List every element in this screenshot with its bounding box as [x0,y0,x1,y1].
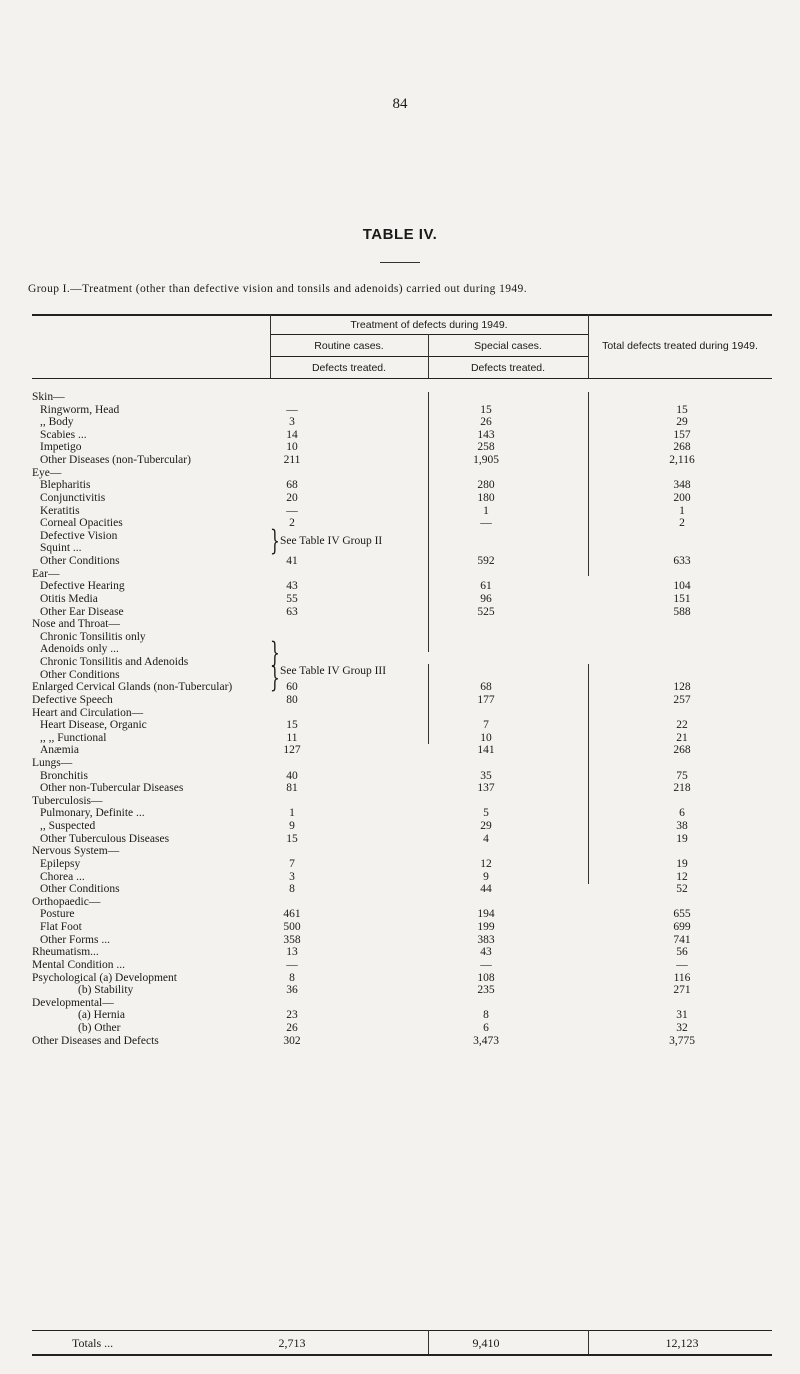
row-label: Eye— [32,466,62,479]
row-label: Psychological (a) Development [32,971,177,984]
row-label: Other Tuberculous Diseases [40,832,170,845]
table-row [32,707,772,720]
table-row [32,934,772,947]
total-value: 157 [673,428,691,441]
special-value: 15 [480,403,492,416]
table-row [32,404,772,417]
routine-value: 8 [289,971,295,984]
table-row [32,492,772,505]
total-value: 200 [673,491,691,504]
routine-value: 80 [286,693,298,706]
special-value: 525 [477,605,495,618]
row-label: Impetigo [40,441,82,454]
table-row [32,568,772,581]
special-value: 1,905 [473,454,499,467]
table-row [32,643,772,656]
total-value: 633 [673,555,691,568]
row-label: Other Conditions [40,668,120,681]
routine-value: — [286,504,298,517]
row-label: Scabies ... [40,428,87,441]
table-row [32,820,772,833]
row-label: Posture [40,908,75,921]
row-label: Chorea ... [40,870,85,883]
total-value: 268 [673,441,691,454]
routine-value: 1 [289,807,295,820]
total-value: 19 [676,857,688,870]
special-value: 280 [477,479,495,492]
row-label: (b) Stability [78,984,134,997]
row-label: Bronchitis [40,769,88,782]
row-label: Keratitis [40,504,80,517]
row-label: Flat Foot [40,921,82,934]
table-row [32,908,772,921]
row-label: Orthopaedic— [32,895,101,908]
row-label: (a) Hernia [78,1009,125,1022]
routine-value: 55 [286,592,298,605]
eye-group-note: See Table IV Group II [280,535,383,547]
table-row [32,479,772,492]
routine-value: 26 [286,1022,298,1034]
table-row [32,744,772,757]
table-row [32,845,772,858]
special-value: 12 [480,857,492,870]
total-value: 21 [676,731,688,744]
row-label: Corneal Opacities [40,517,123,530]
total-value: 31 [676,1009,688,1022]
special-value: 6 [483,1022,489,1034]
table-row [32,429,772,442]
totals-total: 12,123 [665,1336,699,1350]
table-row [32,656,772,669]
routine-value: 13 [286,946,298,959]
special-value: 61 [480,580,492,593]
table-row [32,972,772,985]
total-value: 6 [679,807,685,820]
table-row [32,542,772,555]
total-value: 699 [673,921,691,934]
table-row [32,871,772,884]
special-value: — [480,517,492,530]
special-value: 10 [480,731,492,744]
special-value: 235 [477,984,495,997]
page-number: 84 [392,96,408,112]
row-label: Heart and Circulation— [32,706,144,719]
routine-value: 63 [286,605,298,618]
total-value: 52 [676,883,688,896]
routine-value: 2 [289,517,295,530]
row-label: Heart Disease, Organic [40,719,147,732]
total-value: 19 [676,832,688,845]
special-value: 141 [477,744,495,757]
table-row [32,618,772,631]
table-row [32,883,772,896]
special-value: 108 [477,971,495,984]
row-label: Chronic Tonsilitis and Adenoids [40,656,189,669]
total-value: 271 [673,984,691,997]
routine-value: 43 [286,580,298,593]
routine-value: 20 [286,491,298,504]
nose-group-note: See Table IV Group III [280,665,387,677]
row-label: Pulmonary, Definite ... [40,807,145,820]
special-value: 143 [477,428,495,441]
special-value: 9 [483,870,489,883]
totals-routine: 2,713 [278,1336,306,1350]
total-value: 151 [673,592,691,605]
table-row [32,1035,772,1048]
routine-value: 3 [289,416,295,429]
total-value: 116 [673,971,691,984]
table-row [32,757,772,770]
routine-value: 60 [286,681,298,694]
row-label: Otitis Media [40,592,98,605]
row-label: Other non-Tubercular Diseases [40,782,184,795]
row-label: Other Diseases and Defects [32,1034,159,1047]
bottom-rule [32,1354,772,1356]
routine-value: 302 [283,1034,301,1047]
special-value: 35 [480,769,492,782]
row-label: Other Diseases (non-Tubercular) [40,454,191,467]
routine-value: 41 [286,555,298,568]
table-row [32,959,772,972]
row-label: Adenoids only ... [40,643,119,656]
row-label: Nose and Throat— [32,618,120,631]
row-label: Squint ... [40,542,82,555]
routine-value: 358 [283,933,301,946]
special-value: 592 [477,555,495,568]
header-bottom-rule [32,378,772,379]
total-value: 29 [676,416,688,429]
table-row [32,517,772,530]
routine-value: 36 [286,984,298,997]
total-value: 56 [676,946,688,959]
header-defects-treated-routine: Defects treated. [311,362,387,374]
header-total: Total defects treated during 1949. [602,340,758,352]
special-value: 383 [477,933,495,946]
table-row [32,833,772,846]
total-value: 128 [673,681,691,694]
table-row [32,719,772,732]
special-value: 180 [477,491,495,504]
routine-value: 10 [286,441,298,454]
header-routine: Routine cases. [314,340,384,352]
table-row [32,530,772,543]
total-value: 588 [673,605,691,618]
table-row [32,984,772,997]
special-value: 96 [480,592,492,605]
table-row [32,997,772,1010]
special-value: 68 [480,681,492,694]
row-label: Chronic Tonsilitis only [40,630,146,643]
row-label: Skin— [32,391,65,403]
row-label: ,, Body [40,416,74,429]
routine-value: 127 [283,744,301,757]
table-row [32,416,772,429]
special-value: 4 [483,832,489,845]
nose-bracket-bottom: } [270,661,280,694]
table-title: TABLE IV. [362,226,438,243]
special-value: 194 [477,908,495,921]
table-row [32,555,772,568]
row-label: Conjunctivitis [40,491,106,504]
row-label: Ringworm, Head [40,403,120,416]
routine-value: 500 [283,921,301,934]
routine-value: 3 [289,870,295,883]
totals-label: Totals ... [72,1336,114,1350]
table-row [32,606,772,619]
treatment-under-rule [270,334,588,335]
table-row [32,1009,772,1022]
routine-value: 8 [289,883,295,896]
routine-value: — [286,403,298,416]
table-row [32,782,772,795]
special-value: 26 [480,416,492,429]
routine-value: 23 [286,1009,298,1022]
routine-value: 81 [286,782,298,795]
total-value: 655 [673,908,691,921]
special-value: — [480,958,492,971]
table-row [32,441,772,454]
table-row [32,694,772,707]
table-row [32,770,772,783]
nose-bracket-top: } [270,636,280,669]
table-subtitle: Group I.—Treatment (other than defective vision and tonsils and adenoids) carried out during 1949. [28,283,527,295]
table-row [32,669,772,682]
total-value: — [676,958,688,971]
total-value: 1 [679,504,685,517]
total-value: 3,775 [669,1034,695,1047]
routine-value: 14 [286,428,298,441]
special-value: 137 [477,782,495,795]
routine-value: 461 [283,908,301,921]
row-label: Epilepsy [40,857,81,870]
row-label: Blepharitis [40,479,91,492]
table-row [32,1022,772,1035]
special-value: 3,473 [473,1034,499,1047]
row-label: (b) Other [78,1022,121,1034]
routine-value: — [286,958,298,971]
subheader-under-rule [270,356,588,357]
row-label: Nervous System— [32,845,120,858]
row-label: ,, Suspected [40,820,96,833]
special-value: 258 [477,441,495,454]
totals-special: 9,410 [472,1336,500,1350]
totals-row [32,1336,772,1350]
row-label: Other Conditions [40,555,120,568]
total-value: 32 [676,1022,688,1034]
row-label: Rheumatism... [32,946,99,959]
special-value: 29 [480,820,492,833]
table-row [32,795,772,808]
row-label: Enlarged Cervical Glands (non-Tubercular) [32,681,233,694]
total-value: 2 [679,517,685,530]
header-defects-treated-special: Defects treated. [470,362,546,374]
row-label: Developmental— [32,996,114,1009]
routine-value: 15 [286,719,298,732]
special-value: 1 [483,504,489,517]
special-value: 43 [480,946,492,959]
total-value: 15 [676,403,688,416]
total-value: 268 [673,744,691,757]
row-label: ,, ,, Functional [40,731,107,744]
special-value: 44 [480,883,492,896]
total-value: 348 [673,479,691,492]
total-value: 257 [673,693,691,706]
row-label: Defective Hearing [40,580,125,593]
total-value: 12 [676,870,688,883]
special-value: 177 [477,693,495,706]
table-row [32,896,772,909]
special-value: 5 [483,807,489,820]
row-label: Other Ear Disease [40,605,124,618]
routine-value: 15 [286,832,298,845]
special-value: 8 [483,1009,489,1022]
routine-value: 9 [289,820,295,833]
table-row [32,807,772,820]
table-row [32,505,772,518]
row-label: Anæmia [40,744,79,757]
row-label: Mental Condition ... [32,958,125,971]
total-value: 2,116 [669,454,695,467]
table-row [32,732,772,745]
total-value: 104 [673,580,691,593]
total-value: 75 [676,769,688,782]
special-value: 199 [477,921,495,934]
table-row [32,580,772,593]
routine-value: 211 [283,454,301,467]
row-label: Other Forms ... [40,933,110,946]
header-treatment: Treatment of defects during 1949. [350,319,508,331]
total-value: 741 [673,933,691,946]
table-row [32,681,772,694]
routine-value: 7 [289,857,295,870]
total-value: 22 [676,719,688,732]
row-label: Ear— [32,567,60,580]
row-label: Defective Vision [40,529,118,542]
title-rule [380,262,420,263]
row-label: Other Conditions [40,883,120,896]
routine-value: 11 [286,731,298,744]
top-rule [32,314,772,316]
table-row [32,921,772,934]
table-row [32,631,772,644]
row-label: Defective Speech [32,693,113,706]
row-label: Lungs— [32,756,73,769]
table-row [32,467,772,480]
row-label: Tuberculosis— [32,794,103,807]
table-row [32,858,772,871]
table-row [32,946,772,959]
header-special: Special cases. [474,340,542,352]
eye-bracket: } [270,524,280,557]
total-value: 38 [676,820,688,833]
special-value: 7 [483,719,489,732]
total-value: 218 [673,782,691,795]
routine-value: 40 [286,769,298,782]
routine-value: 68 [286,479,298,492]
totals-top-rule [32,1330,772,1331]
table-row [32,593,772,606]
table-row [32,454,772,467]
table-row [32,391,772,404]
